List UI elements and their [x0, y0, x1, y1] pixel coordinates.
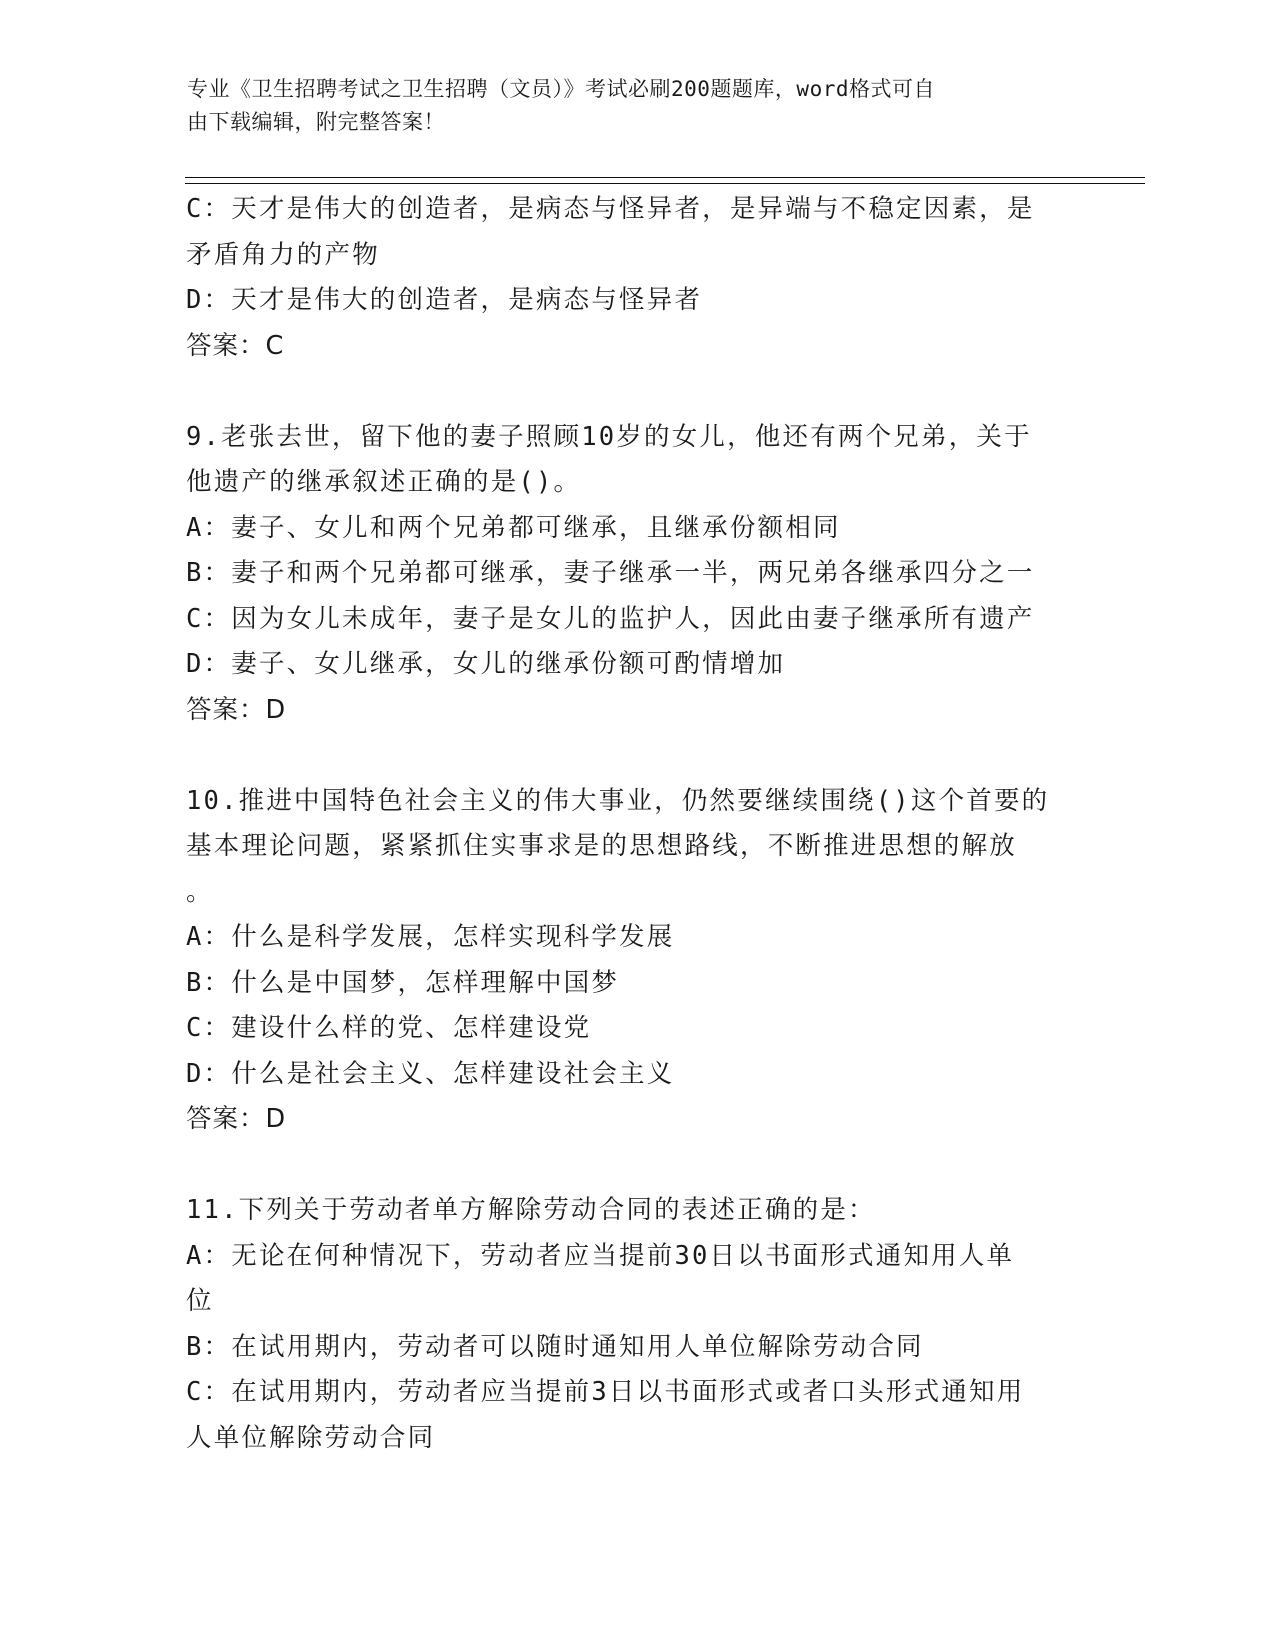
q10-option-c: C：建设什么样的党、怎样建设党: [186, 1013, 592, 1043]
header-title-line-2: 由下载编辑，附完整答案！: [187, 110, 445, 134]
header-rule-bottom: [185, 183, 1145, 184]
q9-answer: 答案：D: [186, 694, 287, 725]
q9-option-d: D：妻子、女儿继承，女儿的继承份额可酌情增加: [186, 649, 786, 679]
q10-option-a: A：什么是科学发展，怎样实现科学发展: [186, 922, 675, 952]
question-9-line-2: 他遗产的继承叙述正确的是()。: [186, 467, 582, 497]
spacer: [186, 1143, 1086, 1189]
header-rule-top: [185, 177, 1145, 178]
q10-answer: 答案：D: [186, 1104, 287, 1134]
spacer: [186, 369, 1086, 415]
option-d: D：天才是伟大的创造者，是病态与怪异者: [186, 285, 703, 315]
q9-option-c: C：因为女儿未成年，妻子是女儿的监护人，因此由妻子继承所有遗产: [186, 603, 1035, 634]
document-header: [187, 73, 1067, 139]
answer-line: 答案：C: [186, 330, 285, 361]
document-body: [186, 187, 1086, 1461]
option-c-line-1: C：天才是伟大的创造者，是病态与怪异者，是异端与不稳定因素，是: [186, 194, 1035, 224]
q10-option-b: B：什么是中国梦，怎样理解中国梦: [186, 967, 620, 998]
q9-option-b: B：妻子和两个兄弟都可继承，妻子继承一半，两兄弟各继承四分之一: [186, 558, 1035, 588]
q10-option-d: D：什么是社会主义、怎样建设社会主义: [186, 1058, 675, 1089]
question-9-line-1: 9.老张去世，留下他的妻子照顾10岁的女儿，他还有两个兄弟，关于: [186, 421, 1032, 452]
question-10-line-1: 10.推进中国特色社会主义的伟大事业，仍然要继续围绕()这个首要的: [186, 785, 1050, 816]
option-c-line-2: 矛盾角力的产物: [186, 239, 380, 270]
q11-option-a-line-2: 位: [186, 1286, 214, 1316]
question-11-line-1: 11.下列关于劳动者单方解除劳动合同的表述正确的是：: [186, 1195, 876, 1225]
spacer: [186, 733, 1086, 779]
q9-option-a: A：妻子、女儿和两个兄弟都可继承，且继承份额相同: [186, 512, 841, 543]
header-title-line-1: 专业《卫生招聘考试之卫生招聘（文员）》考试必刷200题题库，word格式可自: [187, 77, 935, 101]
q11-option-b: B：在试用期内，劳动者可以随时通知用人单位解除劳动合同: [186, 1331, 924, 1362]
question-10-line-3: 。: [186, 876, 214, 907]
q11-option-c-line-2: 人单位解除劳动合同: [186, 1422, 436, 1453]
q11-option-c-line-1: C：在试用期内，劳动者应当提前3日以书面形式或者口头形式通知用: [186, 1377, 1025, 1407]
question-10-line-2: 基本理论问题，紧紧抓住实事求是的思想路线，不断推进思想的解放: [186, 831, 1018, 861]
q11-option-a-line-1: A：无论在何种情况下，劳动者应当提前30日以书面形式通知用人单: [186, 1240, 1015, 1271]
